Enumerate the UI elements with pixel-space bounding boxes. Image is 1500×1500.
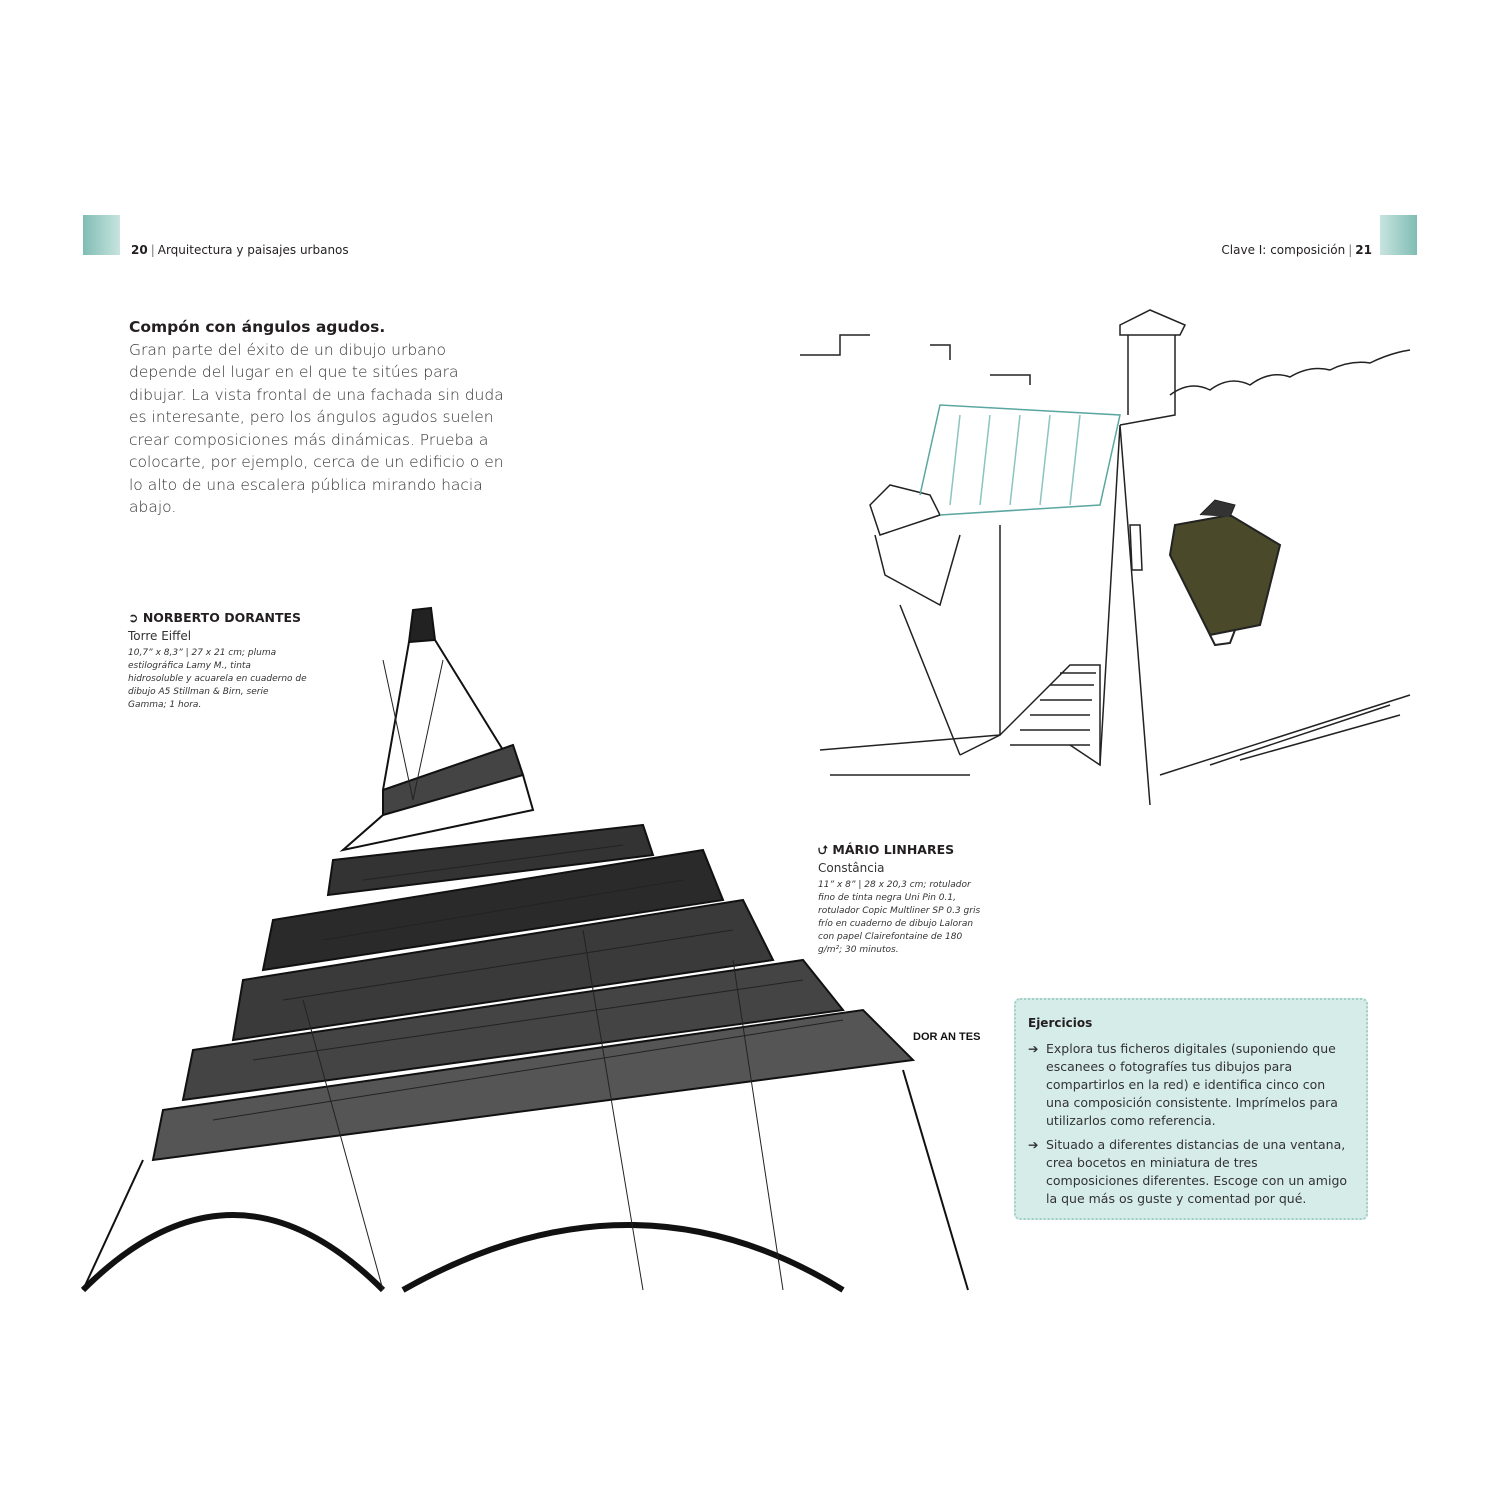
intro-block xyxy=(129,316,509,519)
arrow-icon: ➲ xyxy=(128,610,139,625)
artwork-title: Torre Eiffel xyxy=(128,629,192,643)
left-page-number: 20 xyxy=(131,243,148,257)
artist-signature: DOR AN TES xyxy=(913,1031,981,1043)
right-key-label: Clave I: xyxy=(1221,243,1267,257)
arrow-right-icon: ➔ xyxy=(1028,1137,1039,1152)
artist-name: ➲ NORBERTO DORANTES xyxy=(128,610,302,625)
exercise-item: ➔ Situado a diferentes distancias de una ventana, crea bocetos en miniatura de tres composiciones diferentes. Escoge con un amigo la que más os guste y comentad por qué. xyxy=(1028,1137,1348,1206)
street-lantern xyxy=(1170,500,1280,645)
intro-heading: Compón con ángulos agudos. xyxy=(129,318,386,336)
intro-body: Gran parte del éxito de un dibujo urbano depende del lugar en el que te sitúes para dibujar. La vista frontal de una fachada sin duda es interesante, pero los ángulos agudos suelen crear composiciones más dinámicas. Prueba a colocarte, por ejemplo, cerca de un edificio o en lo alto de una escalera pública mirando hacia abajo. xyxy=(129,340,504,516)
right-page-number: 21 xyxy=(1355,243,1372,257)
arrow-right-icon: ➔ xyxy=(1028,1041,1039,1056)
exercises-box xyxy=(1014,998,1368,1220)
constancia-street-drawing xyxy=(790,305,1420,825)
exercises-title: Ejercicios xyxy=(1028,1016,1093,1030)
exercise-item: ➔ Explora tus ficheros digitales (suponiendo que escanees o fotografíes tus dibujos para compartirlos en la red) e identifica cinco con una composición consistente. Imprímelos para utilizarlos como referencia. xyxy=(1028,1041,1338,1128)
artwork-details: 10,7” x 8,3” | 27 x 21 cm; pluma estilográfica Lamy M., tinta hidrosoluble y acuarela en cuaderno de dibujo A5 Stillman & Birn, serie Gamma; 1 hora. xyxy=(128,648,307,710)
arrow-up-icon: ⮍ xyxy=(818,842,829,857)
artist-name: ⮍ MÁRIO LINHARES xyxy=(818,842,955,857)
artwork-title: Constância xyxy=(818,861,885,875)
left-page-tab xyxy=(83,215,120,255)
right-page-tab xyxy=(1380,215,1417,255)
artwork-details: 11” x 8” | 28 x 20,3 cm; rotulador fino de tinta negra Uni Pin 0.1, rotulador Copic Multliner SP 0.3 gris frío en cuaderno de dibujo Laloran con papel Clairefontaine de 180 g/m²; 30 minutos. xyxy=(818,880,981,955)
right-topic: composición xyxy=(1270,243,1346,257)
right-page-header: Clave I: composición | 21 xyxy=(1221,243,1372,257)
left-section-title: Arquitectura y paisajes urbanos xyxy=(157,243,349,257)
left-page-header: 20 | Arquitectura y paisajes urbanos xyxy=(131,243,349,257)
